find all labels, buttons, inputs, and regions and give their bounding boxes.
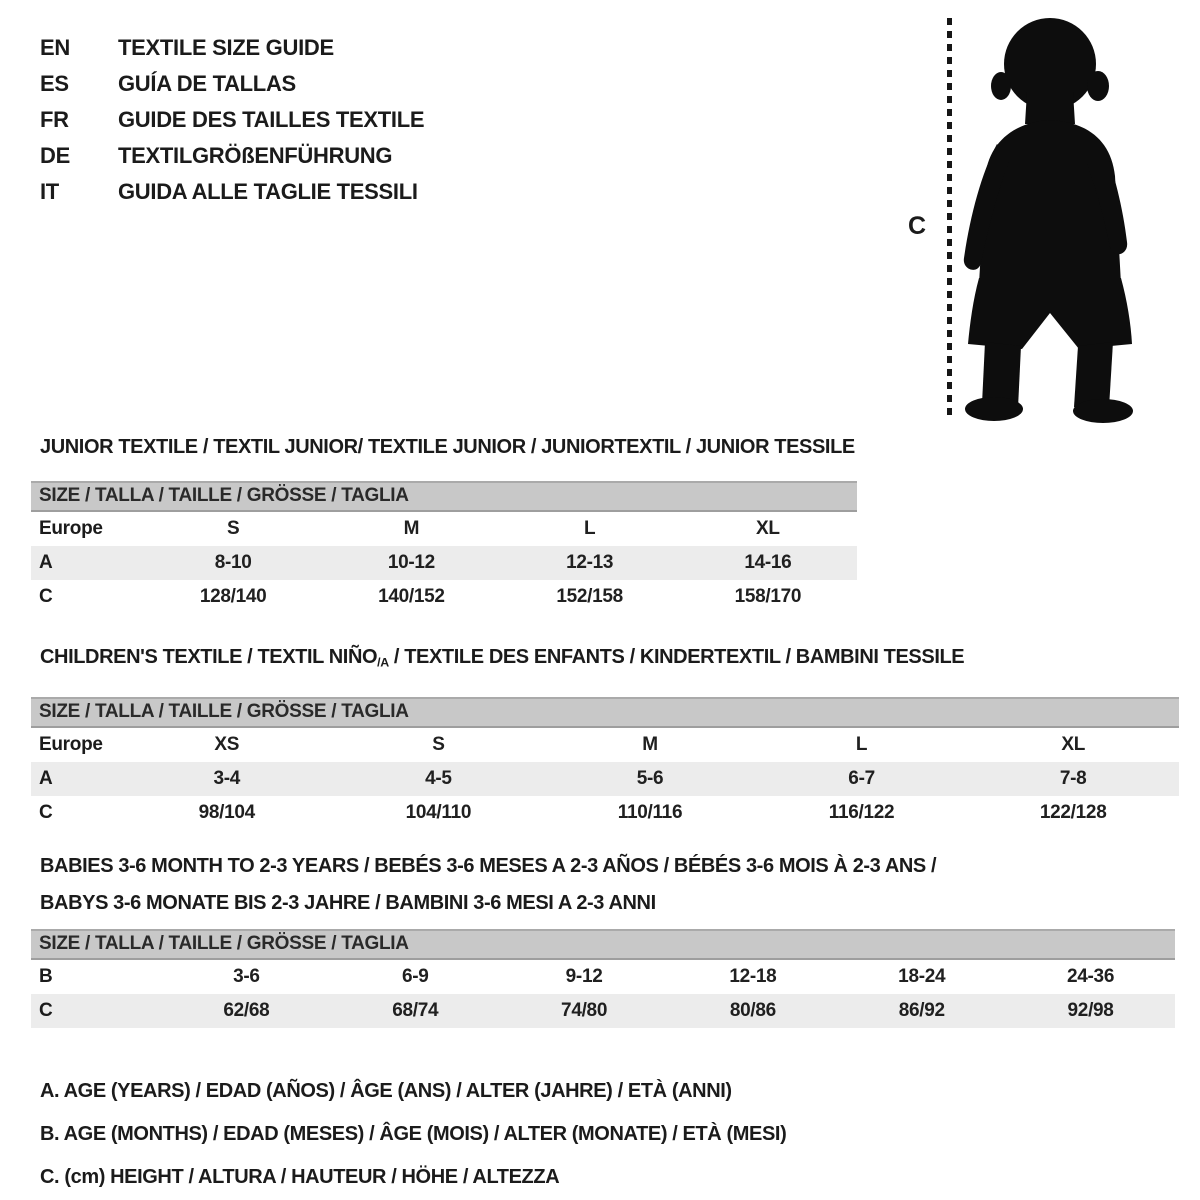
height-measure-label: C	[908, 212, 927, 240]
size-header-bar: SIZE / TALLA / TAILLE / GRÖSSE / TAGLIA	[31, 481, 857, 512]
size-header-bar: SIZE / TALLA / TAILLE / GRÖSSE / TAGLIA	[31, 929, 1175, 960]
section-children	[0, 644, 1200, 830]
language-code: FR	[40, 107, 69, 132]
cell-value: 7-8	[1059, 768, 1087, 790]
toddler-silhouette-shapes	[964, 18, 1133, 423]
language-title: GUIDE DES TAILLES TEXTILE	[118, 107, 425, 132]
section-title-babies	[40, 848, 1200, 922]
cell-value: 116/122	[828, 802, 895, 824]
language-row-de	[40, 138, 424, 174]
language-title-list	[40, 30, 424, 210]
cell-value: 3-4	[213, 768, 241, 790]
row-label: C	[39, 802, 53, 824]
language-row-es	[40, 66, 424, 102]
legend-line-c: C. (cm) HEIGHT / ALTURA / HAUTEUR / HÖHE / ALTEZZA	[40, 1166, 560, 1188]
language-title: TEXTILGRÖßENFÜHRUNG	[118, 143, 393, 168]
cell-value: 128/140	[199, 586, 267, 607]
section-title-children	[40, 644, 1200, 675]
cell-value: XL	[756, 518, 780, 539]
table-row-c	[31, 994, 1175, 1028]
cell-value: 158/170	[734, 586, 802, 607]
cell-value: 98/104	[198, 802, 255, 824]
cell-value: L	[583, 518, 596, 539]
size-table-babies	[31, 929, 1175, 1028]
size-table-junior	[31, 481, 857, 614]
cell-value: 12-18	[729, 966, 777, 987]
cell-value: 6-9	[401, 966, 429, 987]
section-title-text: / TEXTILE DES ENFANTS / KINDERTEXTIL / BAMBINI TESSILE	[388, 646, 965, 668]
cell-value: XL	[1061, 734, 1086, 756]
cell-value: 122/128	[1039, 802, 1107, 824]
language-code: IT	[40, 179, 59, 204]
table-row-europe	[31, 512, 857, 546]
section-title-line: BABIES 3-6 MONTH TO 2-3 YEARS / BEBÉS 3-6 MESES A 2-3 AÑOS / BÉBÉS 3-6 MOIS À 2-3 ANS /	[40, 855, 937, 877]
row-label: C	[39, 1000, 53, 1021]
section-junior	[0, 434, 1200, 614]
cell-value: 74/80	[561, 1000, 608, 1021]
section-babies	[0, 848, 1200, 1028]
size-table-children	[31, 697, 1179, 830]
figure-area	[900, 0, 1200, 430]
cell-value: 14-16	[744, 552, 792, 573]
legend	[40, 1070, 786, 1199]
table-row-b	[31, 960, 1175, 994]
table-row-europe	[31, 728, 1179, 762]
cell-value: 8-10	[214, 552, 252, 573]
cell-value: 140/152	[378, 586, 445, 607]
table-row-a	[31, 762, 1179, 796]
cell-value: 152/158	[556, 586, 623, 607]
language-row-fr	[40, 102, 424, 138]
table-row-a	[31, 546, 857, 580]
legend-line-b: B. AGE (MONTHS) / EDAD (MESES) / ÂGE (MOIS) / ALTER (MONATE) / ETÀ (MESI)	[40, 1123, 787, 1145]
toddler-silhouette-icon	[957, 12, 1149, 424]
section-title-text: CHILDREN'S TEXTILE / TEXTIL NIÑO	[40, 646, 378, 668]
cell-value: 62/68	[223, 1000, 270, 1021]
language-title: GUÍA DE TALLAS	[118, 71, 296, 96]
section-title-subscript: /A	[377, 655, 389, 670]
language-row-en	[40, 30, 424, 66]
cell-value: 3-6	[233, 966, 260, 987]
language-row-it	[40, 174, 424, 210]
cell-value: S	[432, 734, 445, 756]
cell-value: 12-13	[566, 552, 614, 573]
height-dashed-line	[947, 18, 952, 418]
section-title-line: JUNIOR TEXTILE / TEXTIL JUNIOR/ TEXTILE JUNIOR / JUNIORTEXTIL / JUNIOR TESSILE	[40, 436, 855, 458]
cell-value: M	[403, 518, 420, 539]
row-label: B	[39, 966, 53, 987]
section-title-junior	[40, 434, 1200, 460]
table-row-c	[31, 580, 857, 614]
language-code: ES	[40, 71, 69, 96]
cell-value: XS	[214, 734, 240, 756]
language-title: TEXTILE SIZE GUIDE	[118, 35, 334, 60]
cell-value: 68/74	[392, 1000, 439, 1021]
cell-value: 86/92	[898, 1000, 945, 1021]
cell-value: 24-36	[1067, 966, 1115, 987]
cell-value: 80/86	[729, 1000, 776, 1021]
cell-value: M	[642, 734, 658, 756]
cell-value: 4-5	[425, 768, 452, 790]
cell-value: 92/98	[1067, 1000, 1114, 1021]
cell-value: 10-12	[387, 552, 435, 573]
row-label: Europe	[39, 734, 103, 756]
cell-value: S	[226, 518, 240, 539]
cell-value: 9-12	[565, 966, 603, 987]
cell-value: 110/116	[617, 802, 683, 824]
cell-value: 104/110	[405, 802, 472, 824]
table-row-c	[31, 796, 1179, 830]
language-code: EN	[40, 35, 70, 60]
language-code: DE	[40, 143, 70, 168]
cell-value: 6-7	[848, 768, 875, 790]
size-header-bar: SIZE / TALLA / TAILLE / GRÖSSE / TAGLIA	[31, 697, 1179, 728]
legend-line-a: A. AGE (YEARS) / EDAD (AÑOS) / ÂGE (ANS) / ALTER (JAHRE) / ETÀ (ANNI)	[40, 1080, 732, 1102]
row-label: A	[39, 552, 53, 573]
language-title: GUIDA ALLE TAGLIE TESSILI	[118, 179, 418, 204]
row-label: C	[39, 586, 53, 607]
row-label: Europe	[39, 518, 103, 539]
cell-value: 18-24	[898, 966, 946, 987]
section-title-line: BABYS 3-6 MONATE BIS 2-3 JAHRE / BAMBINI 3-6 MESI A 2-3 ANNI	[40, 892, 656, 914]
row-label: A	[39, 768, 53, 790]
cell-value: 5-6	[636, 768, 664, 790]
cell-value: L	[855, 734, 868, 756]
